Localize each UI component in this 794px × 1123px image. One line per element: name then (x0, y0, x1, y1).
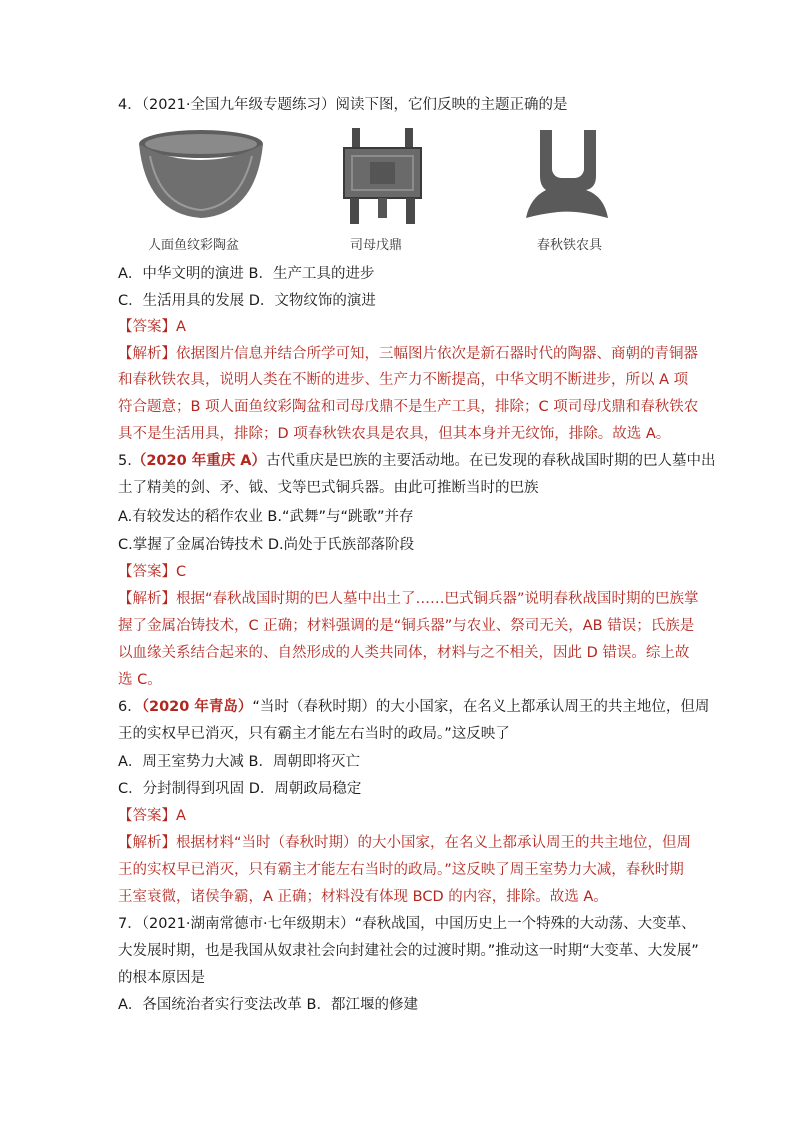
q4-analysis-line: 和春秋铁农具，说明人类在不断的进步、生产力不断提高，中华文明不断进步，所以 A 项 (118, 372, 689, 388)
q5-answer: 【答案】C (118, 564, 187, 580)
q6-stem-text: “当时（春秋时期）的大小国家，在名义上都承认周王的共主地位，但周 (252, 699, 710, 715)
q4-analysis-line: 【解析】依据图片信息并结合所学可知，三幅图片依次是新石器时代的陶器、商朝的青铜器 (118, 346, 698, 362)
q5-analysis-line: 以血缘关系结合起来的、自然形成的人类共同体，材料与之不相关，因此 D 错误。综上故 (118, 645, 690, 661)
q6-analysis-line: 【解析】根据材料“当时（春秋时期）的大小国家，在名义上都承认周王的共主地位，但周 (118, 835, 692, 851)
q6-number: 6． (118, 699, 142, 715)
q6-answer: 【答案】A (118, 808, 186, 824)
q5-number: 5. (118, 453, 132, 469)
q5-analysis-line: 选 C。 (118, 672, 162, 688)
iron-farm-tool-image (518, 126, 618, 226)
q7-option-ab: A．各国统治者实行变法改革 B．都江堰的修建 (118, 997, 418, 1013)
q4-option-cd: C．生活用具的发展 D．文物纹饰的演进 (118, 293, 376, 309)
simuwu-ding-image (340, 126, 425, 226)
q5-stem (118, 451, 716, 471)
caption-ding: 司母戊鼎 (350, 238, 403, 253)
q6-option-cd: C．分封制得到巩固 D．周朝政局稳定 (118, 781, 362, 797)
q7-stem-line: 的根本原因是 (118, 970, 205, 986)
q6-stem-line: 王的实权早已消灭，只有霸主才能左右当时的政局。”这反映了 (118, 726, 510, 742)
q4-answer: 【答案】A (118, 319, 186, 335)
q4-option-ab: A．中华文明的演进 B．生产工具的进步 (118, 266, 375, 282)
caption-iron-tool: 春秋铁农具 (537, 238, 603, 253)
q5-analysis-line: 握了金属冶铸技术，C 正确；材料强调的是“铜兵器”与农业、祭司无关，AB 错误；氏族是 (118, 618, 695, 634)
q5-source: （2020 年重庆 A） (131, 453, 267, 469)
pottery-basin-image (136, 126, 266, 226)
q6-option-ab: A．周王室势力大减 B．周朝即将灭亡 (118, 754, 360, 770)
q5-option-ab: A.有较发达的稻作农业 B.“武舞”与“跳歌”并存 (118, 509, 414, 525)
q7-stem-line: 大发展时期，也是我国从奴隶社会向封建社会的过渡时期。”推动这一时期“大变革、大发展” (118, 943, 699, 959)
q4-stem: 4．（2021·全国九年级专题练习）阅读下图，它们反映的主题正确的是 (118, 97, 568, 113)
q7-stem-line: 7．（2021·湖南常德市·七年级期末）“春秋战国，中国历史上一个特殊的大动荡、大变革、 (118, 916, 696, 932)
q6-analysis-line: 王的实权早已消灭，只有霸主才能左右当时的政局。”这反映了周王室势力大减，春秋时期 (118, 862, 684, 878)
q6-source: （2020 年青岛） (141, 699, 253, 715)
q5-stem-line: 土了精美的剑、矛、钺、戈等巴式铜兵器。由此可推断当时的巴族 (118, 480, 539, 496)
q5-stem-text: 古代重庆是巴族的主要活动地。在已发现的春秋战国时期的巴人墓中出 (266, 453, 716, 469)
q4-analysis-line: 符合题意；B 项人面鱼纹彩陶盆和司母戊鼎不是生产工具，排除；C 项司母戊鼎和春秋铁农 (118, 399, 699, 415)
q5-option-cd: C.掌握了金属冶铸技术 D.尚处于氏族部落阶段 (118, 537, 415, 553)
q6-analysis-line: 王室衰微，诸侯争霸，A 正确；材料没有体现 BCD 的内容，排除。故选 A。 (118, 889, 608, 905)
caption-pottery: 人面鱼纹彩陶盆 (148, 238, 240, 253)
q4-analysis-line: 具不是生活用具，排除；D 项春秋铁农具是农具，但其本身并无纹饰，排除。故选 A。 (118, 426, 671, 442)
q5-analysis-line: 【解析】根据“春秋战国时期的巴人墓中出土了……巴式铜兵器”说明春秋战国时期的巴族掌 (118, 591, 699, 607)
q6-stem (118, 697, 709, 717)
